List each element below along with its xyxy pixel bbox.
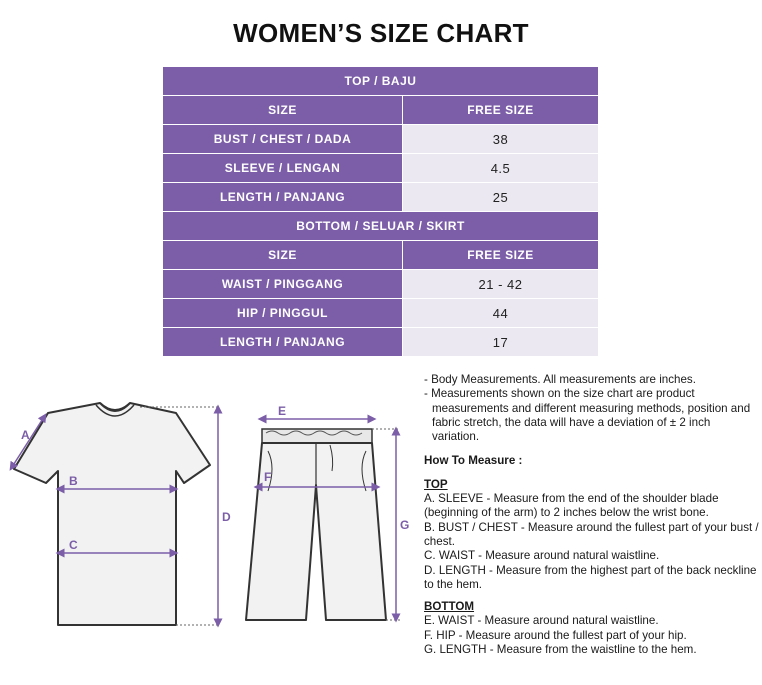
table-row — [163, 183, 598, 211]
tshirt-illustration — [14, 403, 210, 625]
dim-a-label: A — [21, 428, 30, 442]
table-row — [163, 270, 598, 298]
row-label: SLEEVE / LENGAN — [163, 154, 403, 182]
size-table — [163, 66, 598, 357]
row-value: 4.5 — [403, 154, 598, 182]
note-bullet: - Body Measurements. All measurements are inches. — [424, 373, 696, 386]
col-free-size: FREE SIZE — [403, 96, 598, 124]
howto-heading: How To Measure : — [424, 454, 523, 468]
table-row — [163, 299, 598, 327]
top-item: C. WAIST - Measure around natural waistline. — [424, 549, 660, 563]
col-free-size: FREE SIZE — [403, 241, 598, 269]
table-row — [163, 125, 598, 153]
table-section-row — [163, 67, 598, 95]
bottom-item: E. WAIST - Measure around natural waistline. — [424, 614, 659, 628]
note-bullet: - Measurements shown on the size chart are product measurements and different measuring methods, position and fabric stretch, the data will have a deviation of ± 2 inch variation. — [424, 387, 751, 444]
bottom-item: G. LENGTH - Measure from the waistline to the hem. — [424, 643, 697, 657]
row-value: 17 — [403, 328, 598, 356]
bottom-item: F. HIP - Measure around the fullest part of your hip. — [424, 628, 687, 642]
measurement-diagram — [0, 395, 420, 640]
dim-c-label: C — [69, 538, 78, 552]
top-item: B. BUST / CHEST - Measure around the fullest part of your bust / chest. — [424, 520, 759, 548]
table-section-row — [163, 212, 598, 240]
dim-b-label: B — [69, 474, 78, 488]
dim-d-label: D — [222, 510, 231, 524]
section-bottom: BOTTOM / SELUAR / SKIRT — [163, 212, 598, 240]
col-size: SIZE — [163, 96, 403, 124]
table-row — [163, 328, 598, 356]
dim-f-label: F — [264, 470, 272, 484]
top-item: A. SLEEVE - Measure from the end of the shoulder blade (beginning of the arm) to 2 inches below the wrist bone. — [424, 492, 719, 520]
section-top: TOP / BAJU — [163, 67, 598, 95]
dim-g-label: G — [400, 518, 410, 532]
col-size: SIZE — [163, 241, 403, 269]
pants-illustration — [246, 429, 386, 620]
row-label: LENGTH / PANJANG — [163, 183, 403, 211]
row-label: HIP / PINGGUL — [163, 299, 403, 327]
bottom-heading: BOTTOM — [424, 600, 475, 614]
top-item: D. LENGTH - Measure from the highest part of the back neckline to the hem. — [424, 563, 757, 591]
table-header-row — [163, 241, 598, 269]
row-value: 44 — [403, 299, 598, 327]
table-row — [163, 154, 598, 182]
dim-e-label: E — [278, 404, 287, 418]
row-label: LENGTH / PANJANG — [163, 328, 403, 356]
row-value: 25 — [403, 183, 598, 211]
row-value: 21 - 42 — [403, 270, 598, 298]
top-heading: TOP — [424, 477, 448, 491]
page-title: WOMEN’S SIZE CHART — [233, 18, 529, 48]
table-header-row — [163, 96, 598, 124]
measure-notes — [424, 373, 760, 657]
row-label: WAIST / PINGGANG — [163, 270, 403, 298]
row-label: BUST / CHEST / DADA — [163, 125, 403, 153]
row-value: 38 — [403, 125, 598, 153]
